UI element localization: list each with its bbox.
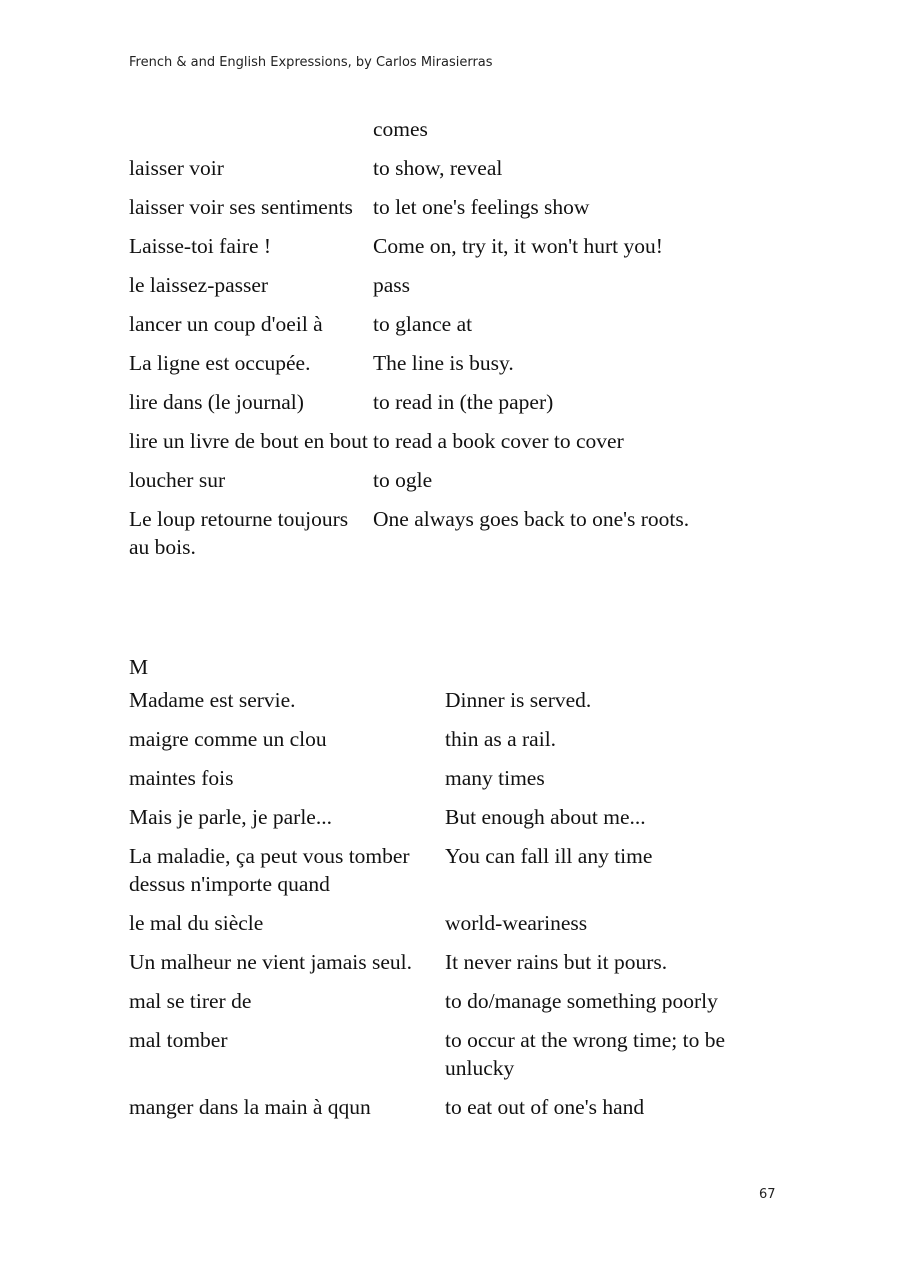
french-expression: mal tomber xyxy=(129,1028,228,1052)
french-expression: lire dans (le journal) xyxy=(129,390,304,414)
english-translation: But enough about me... xyxy=(445,805,646,829)
french-expression: laisser voir xyxy=(129,156,224,180)
english-translation: many times xyxy=(445,766,545,790)
french-expression: Le loup retourne toujours au bois. xyxy=(129,507,349,559)
list-item xyxy=(129,948,789,976)
list-item xyxy=(129,803,789,831)
list-item xyxy=(129,349,789,377)
french-expression: Un malheur ne vient jamais seul. xyxy=(129,950,413,974)
english-translation: to glance at xyxy=(373,312,473,336)
list-item xyxy=(129,154,789,182)
english-translation: to read a book cover to cover xyxy=(373,429,624,453)
french-expression: Mais je parle, je parle... xyxy=(129,805,332,829)
list-item xyxy=(129,686,789,714)
english-translation: to eat out of one's hand xyxy=(445,1095,645,1119)
english-translation: One always goes back to one's roots. xyxy=(373,507,690,531)
french-expression: lire un livre de bout en bout xyxy=(129,429,368,453)
english-translation: Come on, try it, it won't hurt you! xyxy=(373,234,663,258)
page-number: 67 xyxy=(759,1187,776,1202)
english-translation: You can fall ill any time xyxy=(445,844,653,868)
expression-list-l xyxy=(129,115,789,572)
list-item xyxy=(129,388,789,416)
french-expression: lancer un coup d'oeil à xyxy=(129,312,323,336)
french-expression: mal se tirer de xyxy=(129,989,252,1013)
english-translation: world-weariness xyxy=(445,911,588,935)
french-expression: le laissez-passer xyxy=(129,273,269,297)
english-translation: to occur at the wrong time; to be unlucky xyxy=(445,1028,726,1080)
list-item xyxy=(129,987,789,1015)
list-item xyxy=(129,115,789,143)
french-expression: le mal du siècle xyxy=(129,911,264,935)
list-item xyxy=(129,271,789,299)
list-item xyxy=(129,310,789,338)
english-translation: thin as a rail. xyxy=(445,727,557,751)
french-expression xyxy=(129,115,373,143)
list-item xyxy=(129,466,789,494)
french-expression: maintes fois xyxy=(129,766,234,790)
list-item xyxy=(129,725,789,753)
french-expression: La ligne est occupée. xyxy=(129,351,311,375)
french-expression: loucher sur xyxy=(129,468,226,492)
english-translation: to do/manage something poorly xyxy=(445,989,718,1013)
list-item xyxy=(129,427,789,455)
list-item xyxy=(129,764,789,792)
english-translation: It never rains but it pours. xyxy=(445,950,668,974)
english-translation: The line is busy. xyxy=(373,351,514,375)
french-expression: laisser voir ses sentiments xyxy=(129,195,353,219)
expression-list-m xyxy=(129,686,789,1132)
english-translation: pass xyxy=(373,273,411,297)
list-item xyxy=(129,193,789,221)
list-item xyxy=(129,505,789,561)
list-item xyxy=(129,909,789,937)
english-translation: to show, reveal xyxy=(373,156,503,180)
running-header: French & and English Expressions, by Carlos Mirasierras xyxy=(129,55,493,70)
french-expression: La maladie, ça peut vous tomber dessus n'importe quand xyxy=(129,844,410,896)
list-item xyxy=(129,232,789,260)
french-expression: manger dans la main à qqun xyxy=(129,1095,371,1119)
section-heading-m: M xyxy=(129,655,149,679)
english-translation: Dinner is served. xyxy=(445,688,592,712)
french-expression: Laisse-toi faire ! xyxy=(129,234,272,258)
list-item xyxy=(129,842,789,898)
french-expression: Madame est servie. xyxy=(129,688,296,712)
english-translation: to let one's feelings show xyxy=(373,195,590,219)
french-expression: maigre comme un clou xyxy=(129,727,327,751)
english-translation: to read in (the paper) xyxy=(373,390,554,414)
list-item xyxy=(129,1093,789,1121)
list-item xyxy=(129,1026,789,1082)
english-translation: comes xyxy=(373,117,428,141)
english-translation: to ogle xyxy=(373,468,433,492)
